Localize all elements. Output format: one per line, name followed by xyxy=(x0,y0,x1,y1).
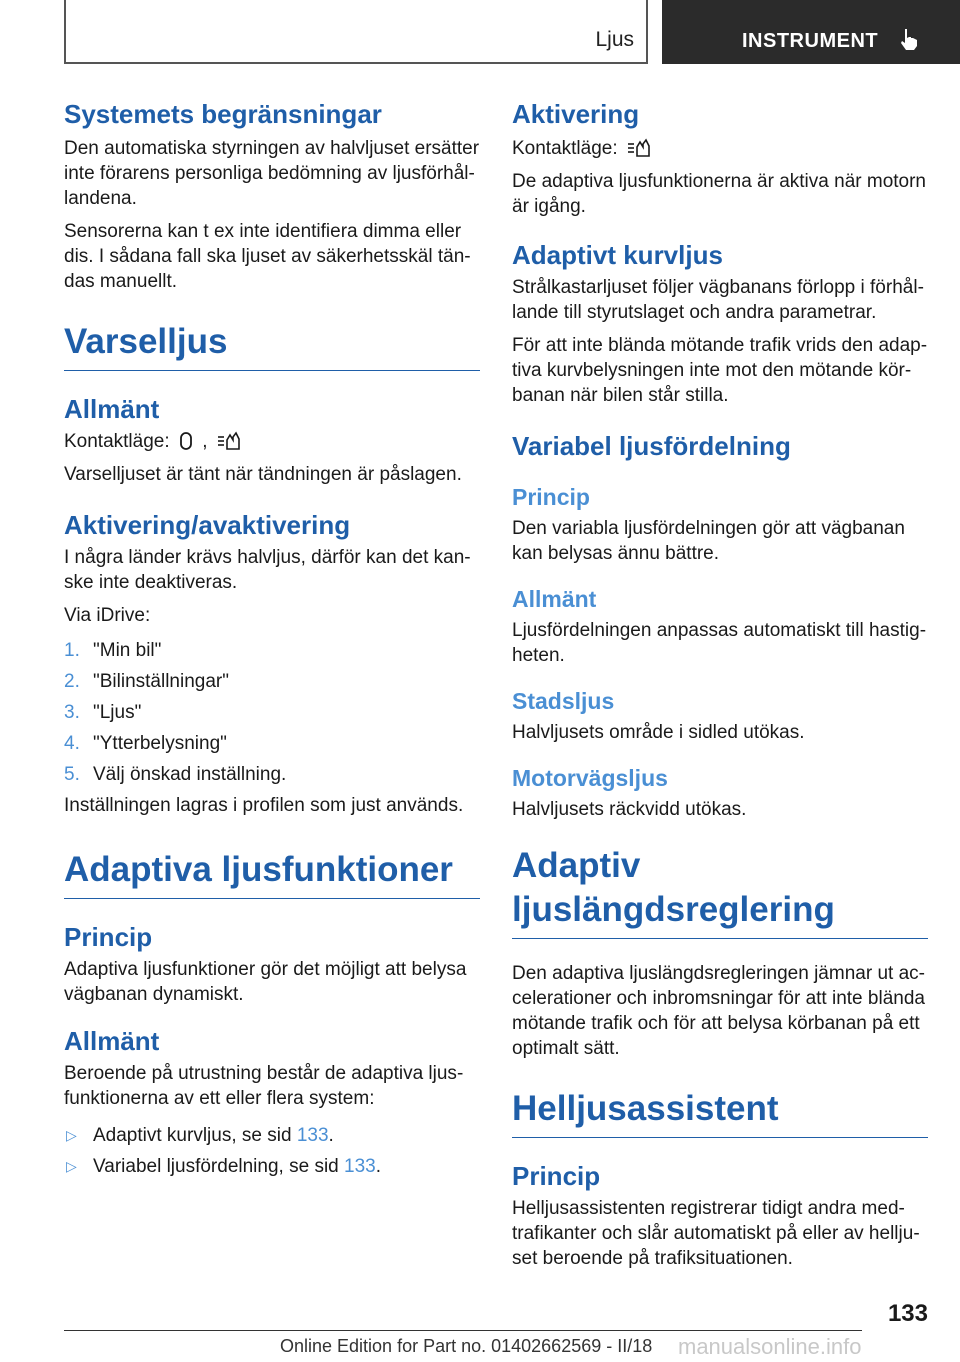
contact-position-label: Kontaktläge: xyxy=(64,431,170,452)
bullet-text: Adaptivt kurvljus, se sid xyxy=(93,1125,297,1146)
list-item xyxy=(64,1154,480,1179)
step-number: 4. xyxy=(64,733,80,754)
watermark: manualsonline.info xyxy=(678,1334,862,1359)
paragraph: De adaptiva ljusfunktionerna är aktiva när motorn är igång. xyxy=(512,171,927,217)
subheading-city-light: Stadsljus xyxy=(512,688,615,714)
heading-general: Allmänt xyxy=(64,394,160,424)
footer-divider xyxy=(64,1330,862,1331)
paragraph: Via iDrive: xyxy=(64,605,151,626)
bullet-end: . xyxy=(375,1156,381,1177)
list-item xyxy=(64,1123,480,1148)
paragraph: Den variabla ljusfördelningen gör att vägbanan kan belysas ännu bättre. xyxy=(512,518,905,564)
step-text: "Ljus" xyxy=(93,702,142,723)
step-number: 2. xyxy=(64,671,80,692)
heading-headlight-range: Adaptiv ljuslängdsreglering xyxy=(512,844,928,939)
list-item xyxy=(64,762,480,787)
heading-adaptive-light: Adaptiva ljusfunktioner xyxy=(64,848,480,899)
heading-principle: Princip xyxy=(64,922,153,952)
hand-pointer-icon xyxy=(896,26,922,52)
engine-start-icon xyxy=(627,138,651,158)
edition-text: Online Edition for Part no. 01402662569 - II/18 xyxy=(280,1336,653,1356)
heading-variable-light: Variabel ljusfördelning xyxy=(512,431,791,461)
separator: , xyxy=(202,431,208,452)
heading-high-beam-assistant: Helljusassistent xyxy=(512,1087,928,1138)
heading-varselljus: Varselljus xyxy=(64,320,480,371)
list-item xyxy=(64,669,480,694)
page-number: 133 xyxy=(887,1300,928,1327)
page-link[interactable]: 133 xyxy=(296,1125,329,1146)
paragraph: Sensorerna kan t ex inte identifiera dimma eller dis. I sådana fall ska ljuset av säkerhetsskäl tändas manuellt. xyxy=(64,221,471,292)
heading-principle: Princip xyxy=(512,1161,601,1191)
header-chapter-box xyxy=(662,0,960,64)
paragraph: Den adaptiva ljuslängdsregleringen jämnar ut accelerationer och inbromsningar för att inte blända mötande trafik och för att belysa körbanan på ett optimalt sätt. xyxy=(512,963,925,1059)
triangle-bullet-icon: ▷ xyxy=(66,1127,77,1143)
paragraph: Den automatiska styrningen av halvljuset ersätter inte förarens personliga bedömning av ljusförhållandena. xyxy=(64,138,480,209)
page-link[interactable]: 133 xyxy=(344,1156,376,1177)
heading-system-limits: Systemets begränsningar xyxy=(64,99,382,129)
heading-adaptive-curve-light: Adaptivt kurvljus xyxy=(512,240,723,270)
step-text: Välj önskad inställning. xyxy=(93,764,287,785)
ignition-position-line xyxy=(512,136,928,161)
paragraph: Beroende på utrustning består de adaptiva ljusfunktionerna av ett eller flera system: xyxy=(64,1063,464,1109)
heading-general: Allmänt xyxy=(64,1026,160,1056)
list-item xyxy=(64,638,480,663)
step-text: "Ytterbelysning" xyxy=(93,733,227,754)
subheading-principle: Princip xyxy=(512,484,590,510)
list-item xyxy=(64,700,480,725)
paragraph: I några länder krävs halvljus, därför kan det kanske inte deaktiveras. xyxy=(64,547,471,593)
paragraph: Strålkastarljuset följer vägbanans förlopp i förhållande till styrutslaget och andra parametrar. xyxy=(512,277,924,323)
triangle-bullet-icon: ▷ xyxy=(66,1158,77,1174)
step-text: "Bilinställningar" xyxy=(93,671,229,692)
paragraph: Ljusfördelningen anpassas automatiskt till hastigheten. xyxy=(512,620,927,666)
bullet-text: Variabel ljusfördelning, se sid xyxy=(93,1156,345,1177)
step-text: "Min bil" xyxy=(93,640,162,661)
idrive-steps xyxy=(64,638,480,787)
header-section-box xyxy=(64,0,648,64)
paragraph: För att inte blända mötande trafik vrids den adaptiva kurvbelysningen inte mot den mötande körbanan när bilen står stilla. xyxy=(512,335,928,406)
right-column xyxy=(512,98,928,1271)
engine-start-icon xyxy=(217,431,241,451)
subheading-highway-light: Motorvägsljus xyxy=(512,765,668,791)
step-number: 5. xyxy=(64,764,80,785)
paragraph: Varselljuset är tänt när tändningen är påslagen. xyxy=(64,464,462,485)
chapter-title: INSTRUMENT xyxy=(742,30,879,52)
step-number: 3. xyxy=(64,702,80,723)
contact-position-label: Kontaktläge: xyxy=(512,138,618,159)
subheading-general: Allmänt xyxy=(512,586,597,612)
ignition-position-line xyxy=(64,429,480,454)
section-title: Ljus xyxy=(595,28,634,51)
paragraph: Halvljusets område i sidled utökas. xyxy=(512,722,805,743)
paragraph: Inställningen lagras i profilen som just används. xyxy=(64,795,464,816)
paragraph: Helljusassistenten registrerar tidigt andra medtrafikanter och slår automatiskt på eller av helljuset beroende på trafiksituationen. xyxy=(512,1198,920,1269)
list-item xyxy=(64,731,480,756)
system-list xyxy=(64,1123,480,1179)
left-column xyxy=(64,98,480,1185)
heading-activation: Aktivering xyxy=(512,99,640,129)
paragraph: Halvljusets räckvidd utökas. xyxy=(512,799,747,820)
paragraph: Adaptiva ljusfunktioner gör det möjligt att belysa vägbanan dynamiskt. xyxy=(64,959,467,1005)
ignition-icon xyxy=(179,431,193,451)
bullet-end: . xyxy=(328,1125,334,1146)
heading-activation: Aktivering/avaktivering xyxy=(64,510,351,540)
step-number: 1. xyxy=(64,640,80,661)
